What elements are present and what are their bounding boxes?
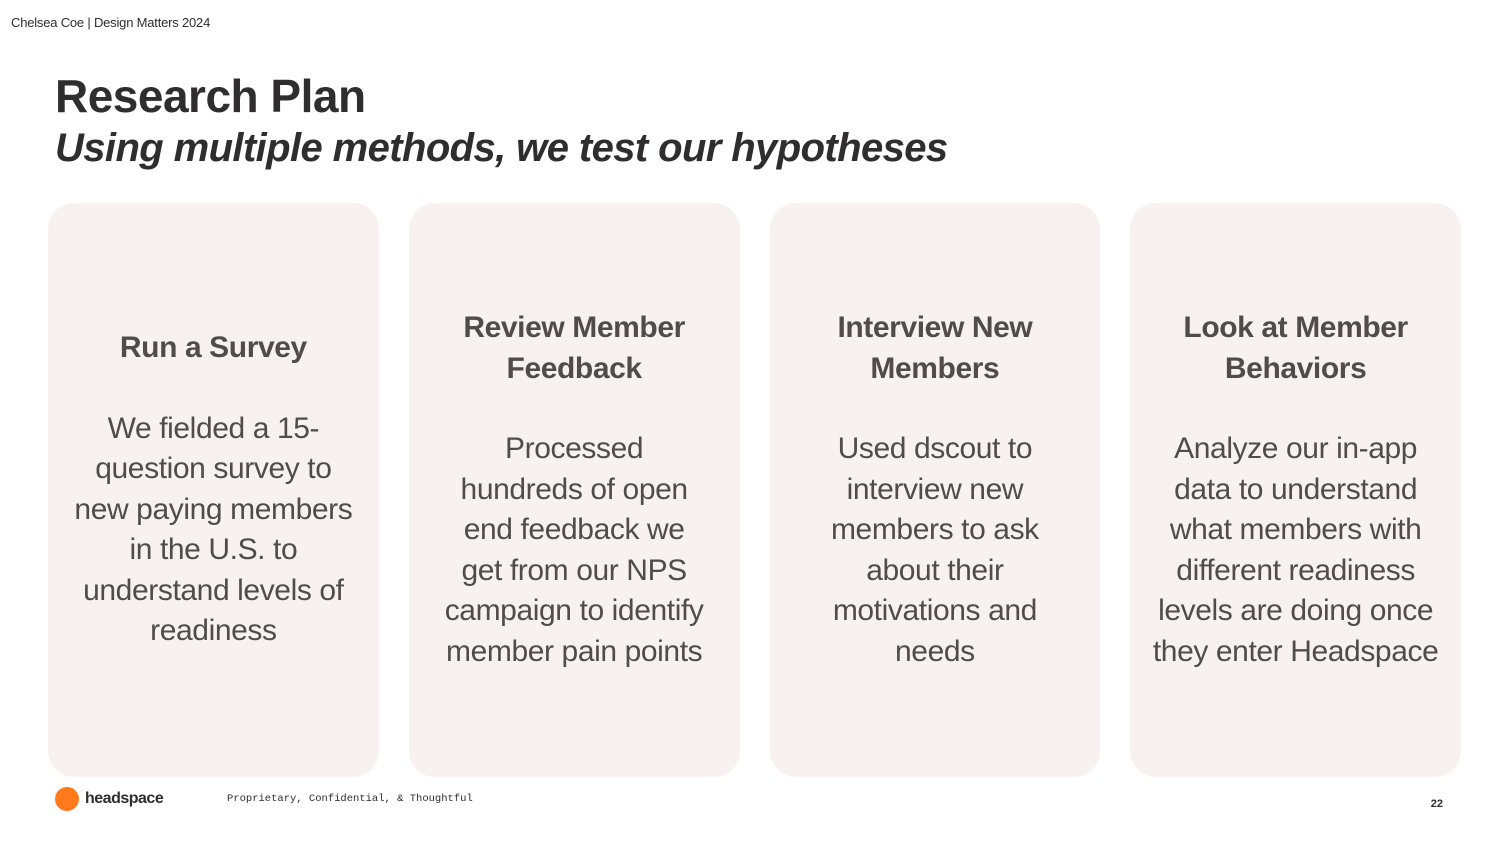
card-interviews [770,203,1101,777]
card-feedback [409,203,740,777]
card-title: Look at Member Behaviors [1183,311,1408,385]
card-survey [48,203,379,777]
card-behaviors [1130,203,1461,777]
headspace-logo [55,787,163,811]
logo-wordmark: headspace [85,790,164,807]
presenter-credit: Chelsea Coe | Design Matters 2024 [11,15,211,30]
card-body: Used dscout to interview new members to ask about their motivations and needs [830,432,1039,668]
card-body: Analyze our in-app data to understand what members with different readiness levels are doing once they enter Headspace [1152,432,1439,668]
card-body: Processed hundreds of open end feedback we get from our NPS campaign to identify member pain points [444,432,704,668]
page-number: 22 [1430,798,1443,810]
card-title: Run a Survey [119,331,307,365]
card-body: We fielded a 15-question survey to new paying members in the U.S. to understand levels of readiness [74,411,353,648]
confidentiality-note: Proprietary, Confidential, & Thoughtful [227,793,473,805]
slide-title: Research Plan [55,70,366,122]
method-cards [48,203,1461,777]
headspace-dot-icon [55,787,79,811]
slide-subtitle: Using multiple methods, we test our hypotheses [55,126,948,170]
card-title: Interview New Members [837,311,1033,385]
card-title: Review Member Feedback [463,311,685,385]
